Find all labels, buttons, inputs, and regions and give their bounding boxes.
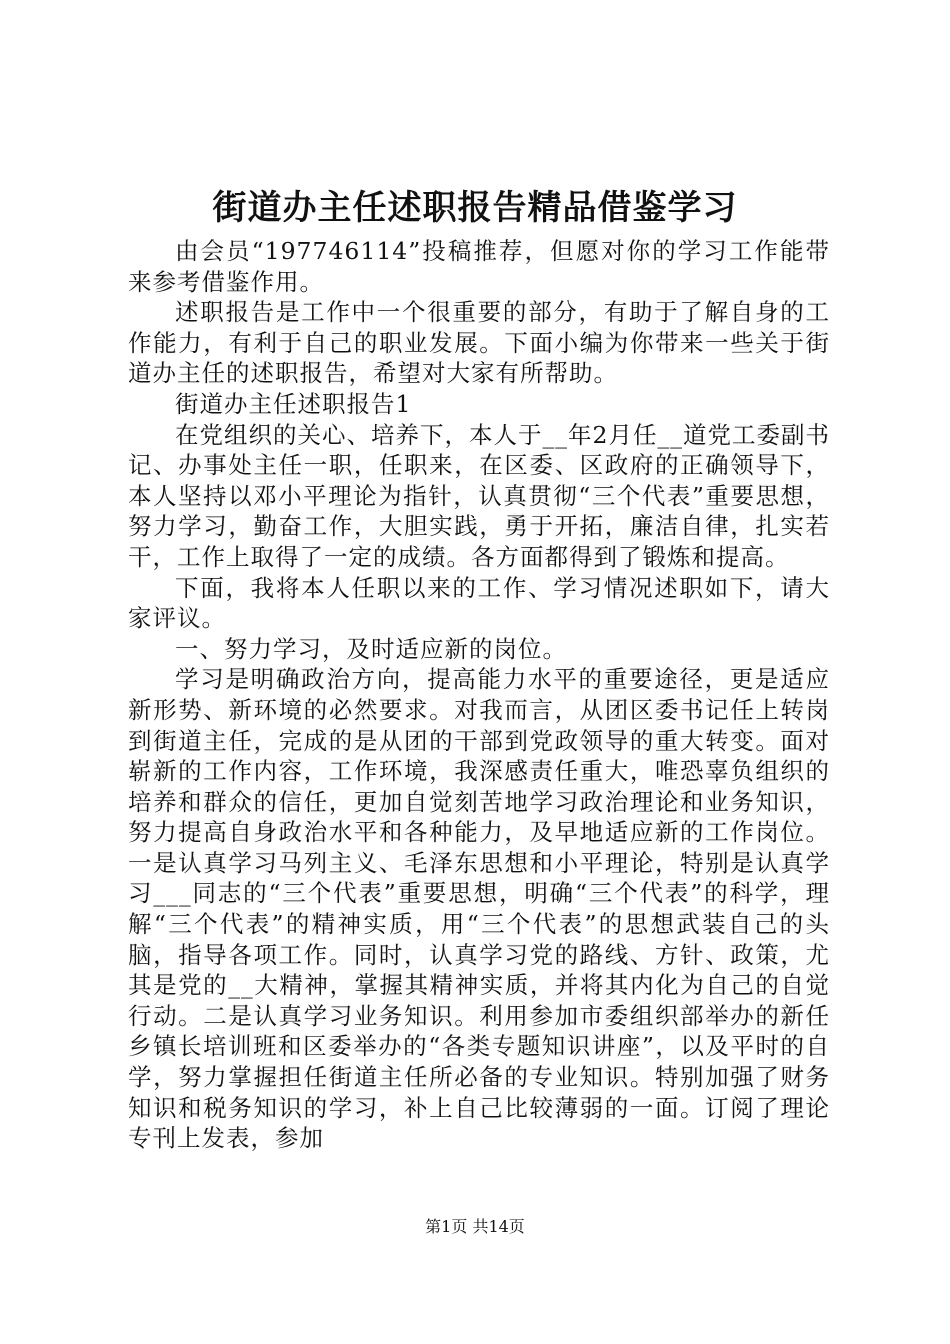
document-body (128, 236, 830, 1154)
document-title: 街道办主任述职报告精品借鉴学习 (212, 188, 738, 228)
page-number-footer: 第1页 共14页 (425, 1217, 525, 1236)
section-heading: 街道办主任述职报告1 (175, 389, 412, 418)
paragraph-summary: 述职报告是工作中一个很重要的部分，有助于了解自身的工作能力，有利于自己的职业发展。下面小编为你带来一些关于街道办主任的述职报告，希望对大家有所帮助。 (128, 298, 830, 388)
paragraph: 在党组织的关心、培养下，本人于__年2月任__道党工委副书记、办事处主任一职，任职来，在区委、区政府的正确领导下，本人坚持以邓小平理论为指针，认真贯彻“三个代表”重要思想，努力学习，勤奋工作，大胆实践，勇于开拓，廉洁自律，扎实若干，工作上取得了一定的成绩。各方面都得到了锻炼和提高。 (128, 420, 830, 571)
paragraph-intro: 由会员“197746114”投稿推荐，但愿对你的学习工作能带来参考借鉴作用。 (128, 237, 830, 296)
paragraph: 下面，我将本人任职以来的工作、学习情况述职如下，请大家评议。 (128, 573, 830, 633)
paragraph: 学习是明确政治方向，提高能力水平的重要途径，更是适应新形势、新环境的必然要求。对我而言，从团区委书记任上转岗到街道主任，完成的是从团的干部到党政领导的重大转变。面对崭新的工作内容，工作环境，我深感责任重大，唯恐辜负组织的培养和群众的信任，更加自觉刻苦地学习政治理论和业务知识，努力提高自身政治水平和各种能力，及早地适应新的工作岗位。一是认真学习马列主义、毛泽东思想和小平理论，特别是认真学习___同志的“三个代表”重要思想，明确“三个代表”的科学，理解“三个代表”的精神实质，用“三个代表”的思想武装自己的头脑，指导各项工作。同时，认真学习党的路线、方针、政策，尤其是党的__大精神，掌握其精神实质，并将其内化为自己的自觉行动。二是认真学习业务知识。利用参加市委组织部举办的新任乡镇长培训班和区委举办的“各类专题知识讲座”，以及平时的自学，努力掌握担任街道主任所必备的专业知识。特别加强了财务知识和税务知识的学习，补上自己比较薄弱的一面。订阅了理论专刊上发表，参加 (128, 665, 830, 1153)
subsection-heading: 一、努力学习，及时适应新的岗位。 (175, 634, 567, 663)
